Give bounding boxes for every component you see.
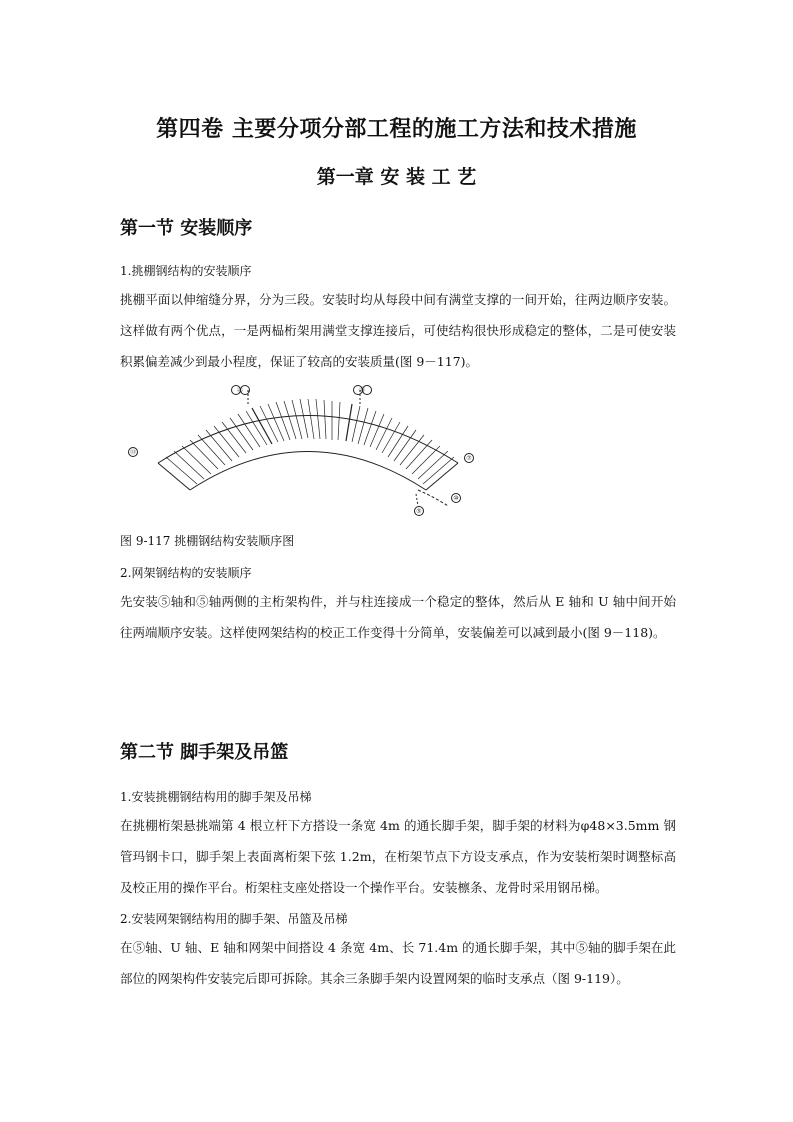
section1-heading: 第一节 安装顺序 <box>120 218 253 239</box>
figure-caption: 图 9-117 挑棚钢结构安装顺序图 <box>120 534 295 548</box>
segment-outer-left <box>158 463 190 490</box>
volume-title: 第四卷 主要分项分部工程的施工方法和技术措施 <box>156 117 637 142</box>
axis-line-bottom <box>416 494 418 506</box>
axis-line-right <box>418 490 448 506</box>
section2-item1-title: 1.安装挑棚钢结构用的脚手架及吊梯 <box>120 790 312 804</box>
axis-label: ⑦ <box>466 455 472 462</box>
axis-label: ⑩ <box>453 495 459 502</box>
section1-item1-title: 1.挑棚钢结构的安装顺序 <box>120 264 252 278</box>
section2-item1-text: 在挑棚桁架悬挑端第 4 根立杆下方搭设一条宽 4m 的通长脚手架，脚手架的材料为φ48×3.5mm 钢管玛钢卡口，脚手架上表面离桁架下弦 1.2m，在桁架节点下方设支承点，作为安装桁架时调整标高及校正用的操作平台。桁架柱支座处搭设一个操作平台。安装檩条、龙骨时采用钢吊梯。 <box>120 818 676 895</box>
section2-item2-title: 2.安装网架钢结构用的脚手架、吊篮及吊梯 <box>120 912 348 926</box>
section1-item2-title: 2.网架钢结构的安装顺序 <box>120 566 252 580</box>
truss-lines <box>166 399 454 484</box>
chapter-title: 第一章 安 装 工 艺 <box>316 166 477 188</box>
canopy-installation-diagram <box>118 378 498 520</box>
outer-arc <box>158 416 458 464</box>
axis-label: ⑬ <box>129 449 137 456</box>
section2-item2-text: 在⑤轴、U 轴、E 轴和网架中间搭设 4 条宽 4m、长 71.4m 的通长脚手架，其中⑤轴的脚手架在此部位的网架构件安装完后即可拆除。其余三条脚手架内设置网架的临时支承点（图 9-119）。 <box>120 940 676 986</box>
axis-label: ㉑ <box>236 387 244 394</box>
section2-heading: 第二节 脚手架及吊篮 <box>120 742 289 763</box>
axis-label: ㉖ <box>358 387 366 394</box>
section1-item1-text: 挑棚平面以伸缩缝分界，分为三段。安装时均从每段中间有满堂支撑的一间开始，往两边顺序安装。这样做有两个优点，一是两榀桁架用满堂支撑连接后，可使结构很快形成稳定的整体，二是可使安装积累偏差减少到最小程度，保证了较高的安装质量(图 9－117)。 <box>120 292 676 369</box>
inner-arc <box>190 452 426 491</box>
axis-label: ⑤ <box>416 508 422 515</box>
section1-item2-text: 先安装⑤轴和⑤轴两侧的主桁架构件，并与柱连接成一个稳定的整体，然后从 E 轴和 U 轴中间开始往两端顺序安装。这样使网架结构的校正工作变得十分简单，安装偏差可以减到最小(图 9－118)。 <box>120 594 676 640</box>
